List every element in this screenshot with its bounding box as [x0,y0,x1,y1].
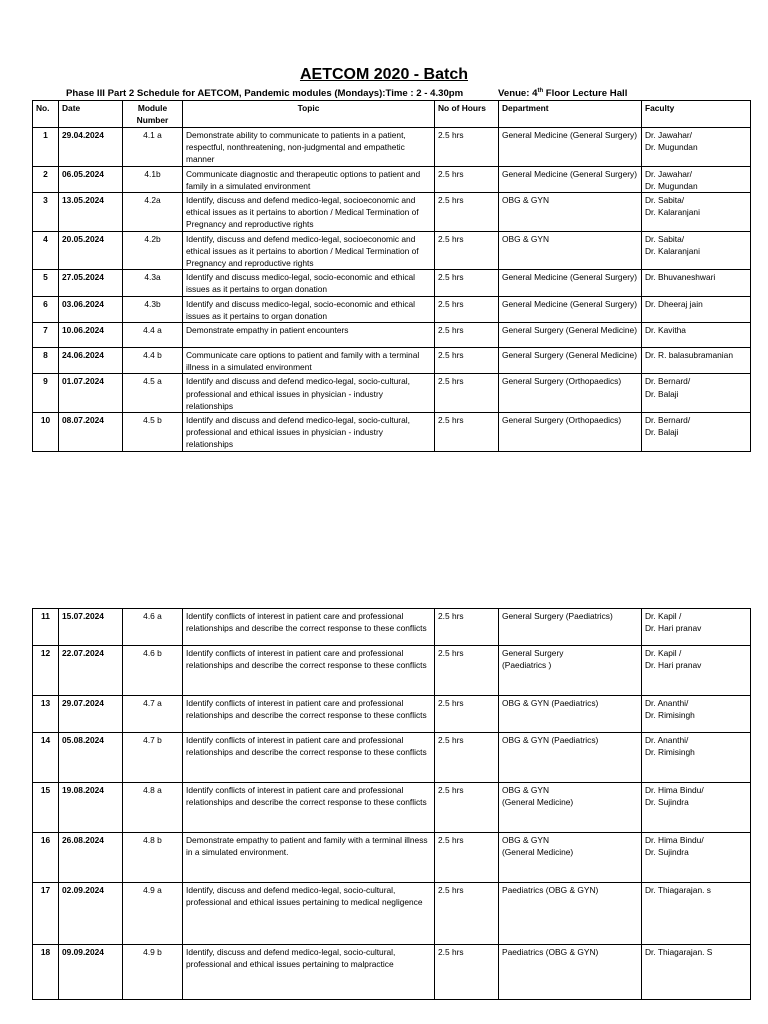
row-number: 17 [33,883,59,945]
table-row [33,231,751,270]
row-date: 10.06.2024 [59,323,123,348]
row-number: 11 [33,609,59,646]
header-hours: No of Hours [435,101,499,128]
row-number: 5 [33,270,59,296]
row-department: OBG & GYN [499,193,642,232]
row-topic: Identify, discuss and defend medico-legal, socio-cultural, professional and ethical issues pertaining to malpractice [183,945,435,1000]
row-faculty: Dr. Ananthi/ Dr. Rimisingh [642,696,751,733]
row-topic: Identify, discuss and defend medico-legal, socioeconomic and ethical issues as it pertains to abortion / Medical Termination of Pregnancy and reproductive rights [183,231,435,270]
row-department: Paediatrics (OBG & GYN) [499,945,642,1000]
row-faculty: Dr. Sabita/ Dr. Kalaranjani [642,193,751,232]
row-department: General Medicine (General Surgery) [499,270,642,296]
row-department: OBG & GYN (General Medicine) [499,783,642,833]
row-topic: Identify conflicts of interest in patient care and professional relationships and describe the correct response to these conflicts [183,696,435,733]
row-department: General Surgery (Paediatrics ) [499,646,642,696]
schedule-description: Phase III Part 2 Schedule for AETCOM, Pandemic modules (Mondays):Time : 2 - 4.30pm [66,88,464,99]
schedule-table-page-2 [32,608,751,1000]
row-topic: Communicate diagnostic and therapeutic options to patient and family in a simulated environment [183,166,435,192]
row-hours: 2.5 hrs [435,646,499,696]
row-faculty: Dr. Kavitha [642,323,751,348]
table-row [33,166,751,192]
row-date: 06.05.2024 [59,166,123,192]
row-faculty: Dr. Dheeraj jain [642,296,751,322]
row-topic: Identify, discuss and defend medico-legal, socio-cultural, professional and ethical issues pertaining to medical negligence [183,883,435,945]
row-date: 20.05.2024 [59,231,123,270]
table-row [33,783,751,833]
row-department: OBG & GYN [499,231,642,270]
row-department: OBG & GYN (Paediatrics) [499,733,642,783]
row-number: 1 [33,128,59,167]
row-topic: Identify and discuss medico-legal, socio-economic and ethical issues as it pertains to organ donation [183,270,435,296]
row-date: 09.09.2024 [59,945,123,1000]
row-hours: 2.5 hrs [435,231,499,270]
row-module-number: 4.6 a [123,609,183,646]
row-date: 22.07.2024 [59,646,123,696]
row-hours: 2.5 hrs [435,193,499,232]
row-number: 12 [33,646,59,696]
row-department: General Medicine (General Surgery) [499,128,642,167]
row-number: 2 [33,166,59,192]
row-hours: 2.5 hrs [435,323,499,348]
table-header-row [33,101,751,128]
row-number: 16 [33,833,59,883]
header-faculty: Faculty [642,101,751,128]
table-row [33,193,751,232]
table-row [33,128,751,167]
row-module-number: 4.6 b [123,646,183,696]
header-date: Date [59,101,123,128]
row-department: General Medicine (General Surgery) [499,166,642,192]
row-number: 8 [33,348,59,374]
row-department: General Surgery (Orthopaedics) [499,374,642,413]
row-faculty: Dr. Bernard/ Dr. Balaji [642,413,751,452]
row-hours: 2.5 hrs [435,128,499,167]
row-hours: 2.5 hrs [435,296,499,322]
row-module-number: 4.2b [123,231,183,270]
table-row [33,374,751,413]
row-number: 4 [33,231,59,270]
table-row [33,323,751,348]
row-module-number: 4.1 a [123,128,183,167]
row-department: General Surgery (Orthopaedics) [499,413,642,452]
row-date: 02.09.2024 [59,883,123,945]
row-module-number: 4.8 b [123,833,183,883]
row-number: 9 [33,374,59,413]
row-hours: 2.5 hrs [435,696,499,733]
row-topic: Communicate care options to patient and family with a terminal illness in a simulated environment [183,348,435,374]
row-topic: Identify conflicts of interest in patient care and professional relationships and describe the correct response to these conflicts [183,733,435,783]
row-topic: Identify and discuss and defend medico-legal, socio-cultural, professional and ethical issues in physician - industry relationships [183,413,435,452]
row-faculty: Dr. Thiagarajan. S [642,945,751,1000]
table-row [33,646,751,696]
row-topic: Identify and discuss and defend medico-legal, socio-cultural, professional and ethical issues in physician - industry relationships [183,374,435,413]
row-number: 3 [33,193,59,232]
table-row [33,413,751,452]
row-module-number: 4.1b [123,166,183,192]
row-date: 19.08.2024 [59,783,123,833]
row-date: 29.07.2024 [59,696,123,733]
row-department: General Surgery (General Medicine) [499,323,642,348]
row-module-number: 4.5 a [123,374,183,413]
row-faculty: Dr. Hima Bindu/ Dr. Sujindra [642,783,751,833]
row-hours: 2.5 hrs [435,783,499,833]
row-faculty: Dr. Jawahar/ Dr. Mugundan [642,166,751,192]
row-date: 13.05.2024 [59,193,123,232]
table-row [33,609,751,646]
table-row [33,733,751,783]
document-title: AETCOM 2020 - Batch [299,66,469,83]
row-date: 26.08.2024 [59,833,123,883]
table-row [33,883,751,945]
row-faculty: Dr. Jawahar/ Dr. Mugundan [642,128,751,167]
row-number: 7 [33,323,59,348]
row-topic: Demonstrate ability to communicate to patients in a patient, respectful, nonthreatening, non-judgmental and empathetic manner [183,128,435,167]
table-row [33,348,751,374]
row-date: 05.08.2024 [59,733,123,783]
header-department: Department [499,101,642,128]
row-module-number: 4.7 a [123,696,183,733]
row-number: 10 [33,413,59,452]
row-date: 29.04.2024 [59,128,123,167]
row-module-number: 4.5 b [123,413,183,452]
row-faculty: Dr. Kapil / Dr. Hari pranav [642,609,751,646]
row-faculty: Dr. Sabita/ Dr. Kalaranjani [642,231,751,270]
row-module-number: 4.4 b [123,348,183,374]
row-number: 13 [33,696,59,733]
row-module-number: 4.9 a [123,883,183,945]
row-faculty: Dr. Bernard/ Dr. Balaji [642,374,751,413]
row-department: General Surgery (General Medicine) [499,348,642,374]
row-topic: Identify conflicts of interest in patient care and professional relationships and describe the correct response to these conflicts [183,783,435,833]
row-hours: 2.5 hrs [435,733,499,783]
row-date: 24.06.2024 [59,348,123,374]
row-module-number: 4.9 b [123,945,183,1000]
row-number: 18 [33,945,59,1000]
row-module-number: 4.3b [123,296,183,322]
row-hours: 2.5 hrs [435,166,499,192]
venue-label: Venue: 4th Floor Lecture Hall [498,88,628,100]
row-date: 15.07.2024 [59,609,123,646]
row-module-number: 4.3a [123,270,183,296]
table-row [33,296,751,322]
row-module-number: 4.7 b [123,733,183,783]
row-number: 6 [33,296,59,322]
row-date: 27.05.2024 [59,270,123,296]
row-date: 03.06.2024 [59,296,123,322]
row-topic: Demonstrate empathy in patient encounters [183,323,435,348]
table-row [33,696,751,733]
row-topic: Demonstrate empathy to patient and family with a terminal illness in a simulated environment. [183,833,435,883]
row-hours: 2.5 hrs [435,609,499,646]
table-row [33,833,751,883]
row-department: OBG & GYN (Paediatrics) [499,696,642,733]
header-module-number: Module Number [123,101,183,128]
row-hours: 2.5 hrs [435,833,499,883]
row-topic: Identify conflicts of interest in patient care and professional relationships and describe the correct response to these conflicts [183,646,435,696]
row-hours: 2.5 hrs [435,348,499,374]
header-no: No. [33,101,59,128]
schedule-table-page-1 [32,100,751,452]
row-hours: 2.5 hrs [435,945,499,1000]
row-faculty: Dr. Bhuvaneshwari [642,270,751,296]
row-number: 15 [33,783,59,833]
row-hours: 2.5 hrs [435,883,499,945]
row-department: OBG & GYN (General Medicine) [499,833,642,883]
row-module-number: 4.4 a [123,323,183,348]
row-module-number: 4.2a [123,193,183,232]
row-hours: 2.5 hrs [435,270,499,296]
row-faculty: Dr. Ananthi/ Dr. Rimisingh [642,733,751,783]
row-topic: Identify and discuss medico-legal, socio-economic and ethical issues as it pertains to organ donation [183,296,435,322]
row-number: 14 [33,733,59,783]
row-faculty: Dr. Thiagarajan. s [642,883,751,945]
row-hours: 2.5 hrs [435,374,499,413]
row-faculty: Dr. R. balasubramanian [642,348,751,374]
row-department: Paediatrics (OBG & GYN) [499,883,642,945]
row-department: General Medicine (General Surgery) [499,296,642,322]
row-module-number: 4.8 a [123,783,183,833]
row-department: General Surgery (Paediatrics) [499,609,642,646]
row-faculty: Dr. Hima Bindu/ Dr. Sujindra [642,833,751,883]
row-topic: Identify, discuss and defend medico-legal, socioeconomic and ethical issues as it pertains to abortion / Medical Termination of Pregnancy and reproductive rights [183,193,435,232]
header-topic: Topic [183,101,435,128]
row-faculty: Dr. Kapil / Dr. Hari pranav [642,646,751,696]
row-date: 08.07.2024 [59,413,123,452]
table-row [33,945,751,1000]
row-hours: 2.5 hrs [435,413,499,452]
table-row [33,270,751,296]
row-topic: Identify conflicts of interest in patient care and professional relationships and describe the correct response to these conflicts [183,609,435,646]
row-date: 01.07.2024 [59,374,123,413]
